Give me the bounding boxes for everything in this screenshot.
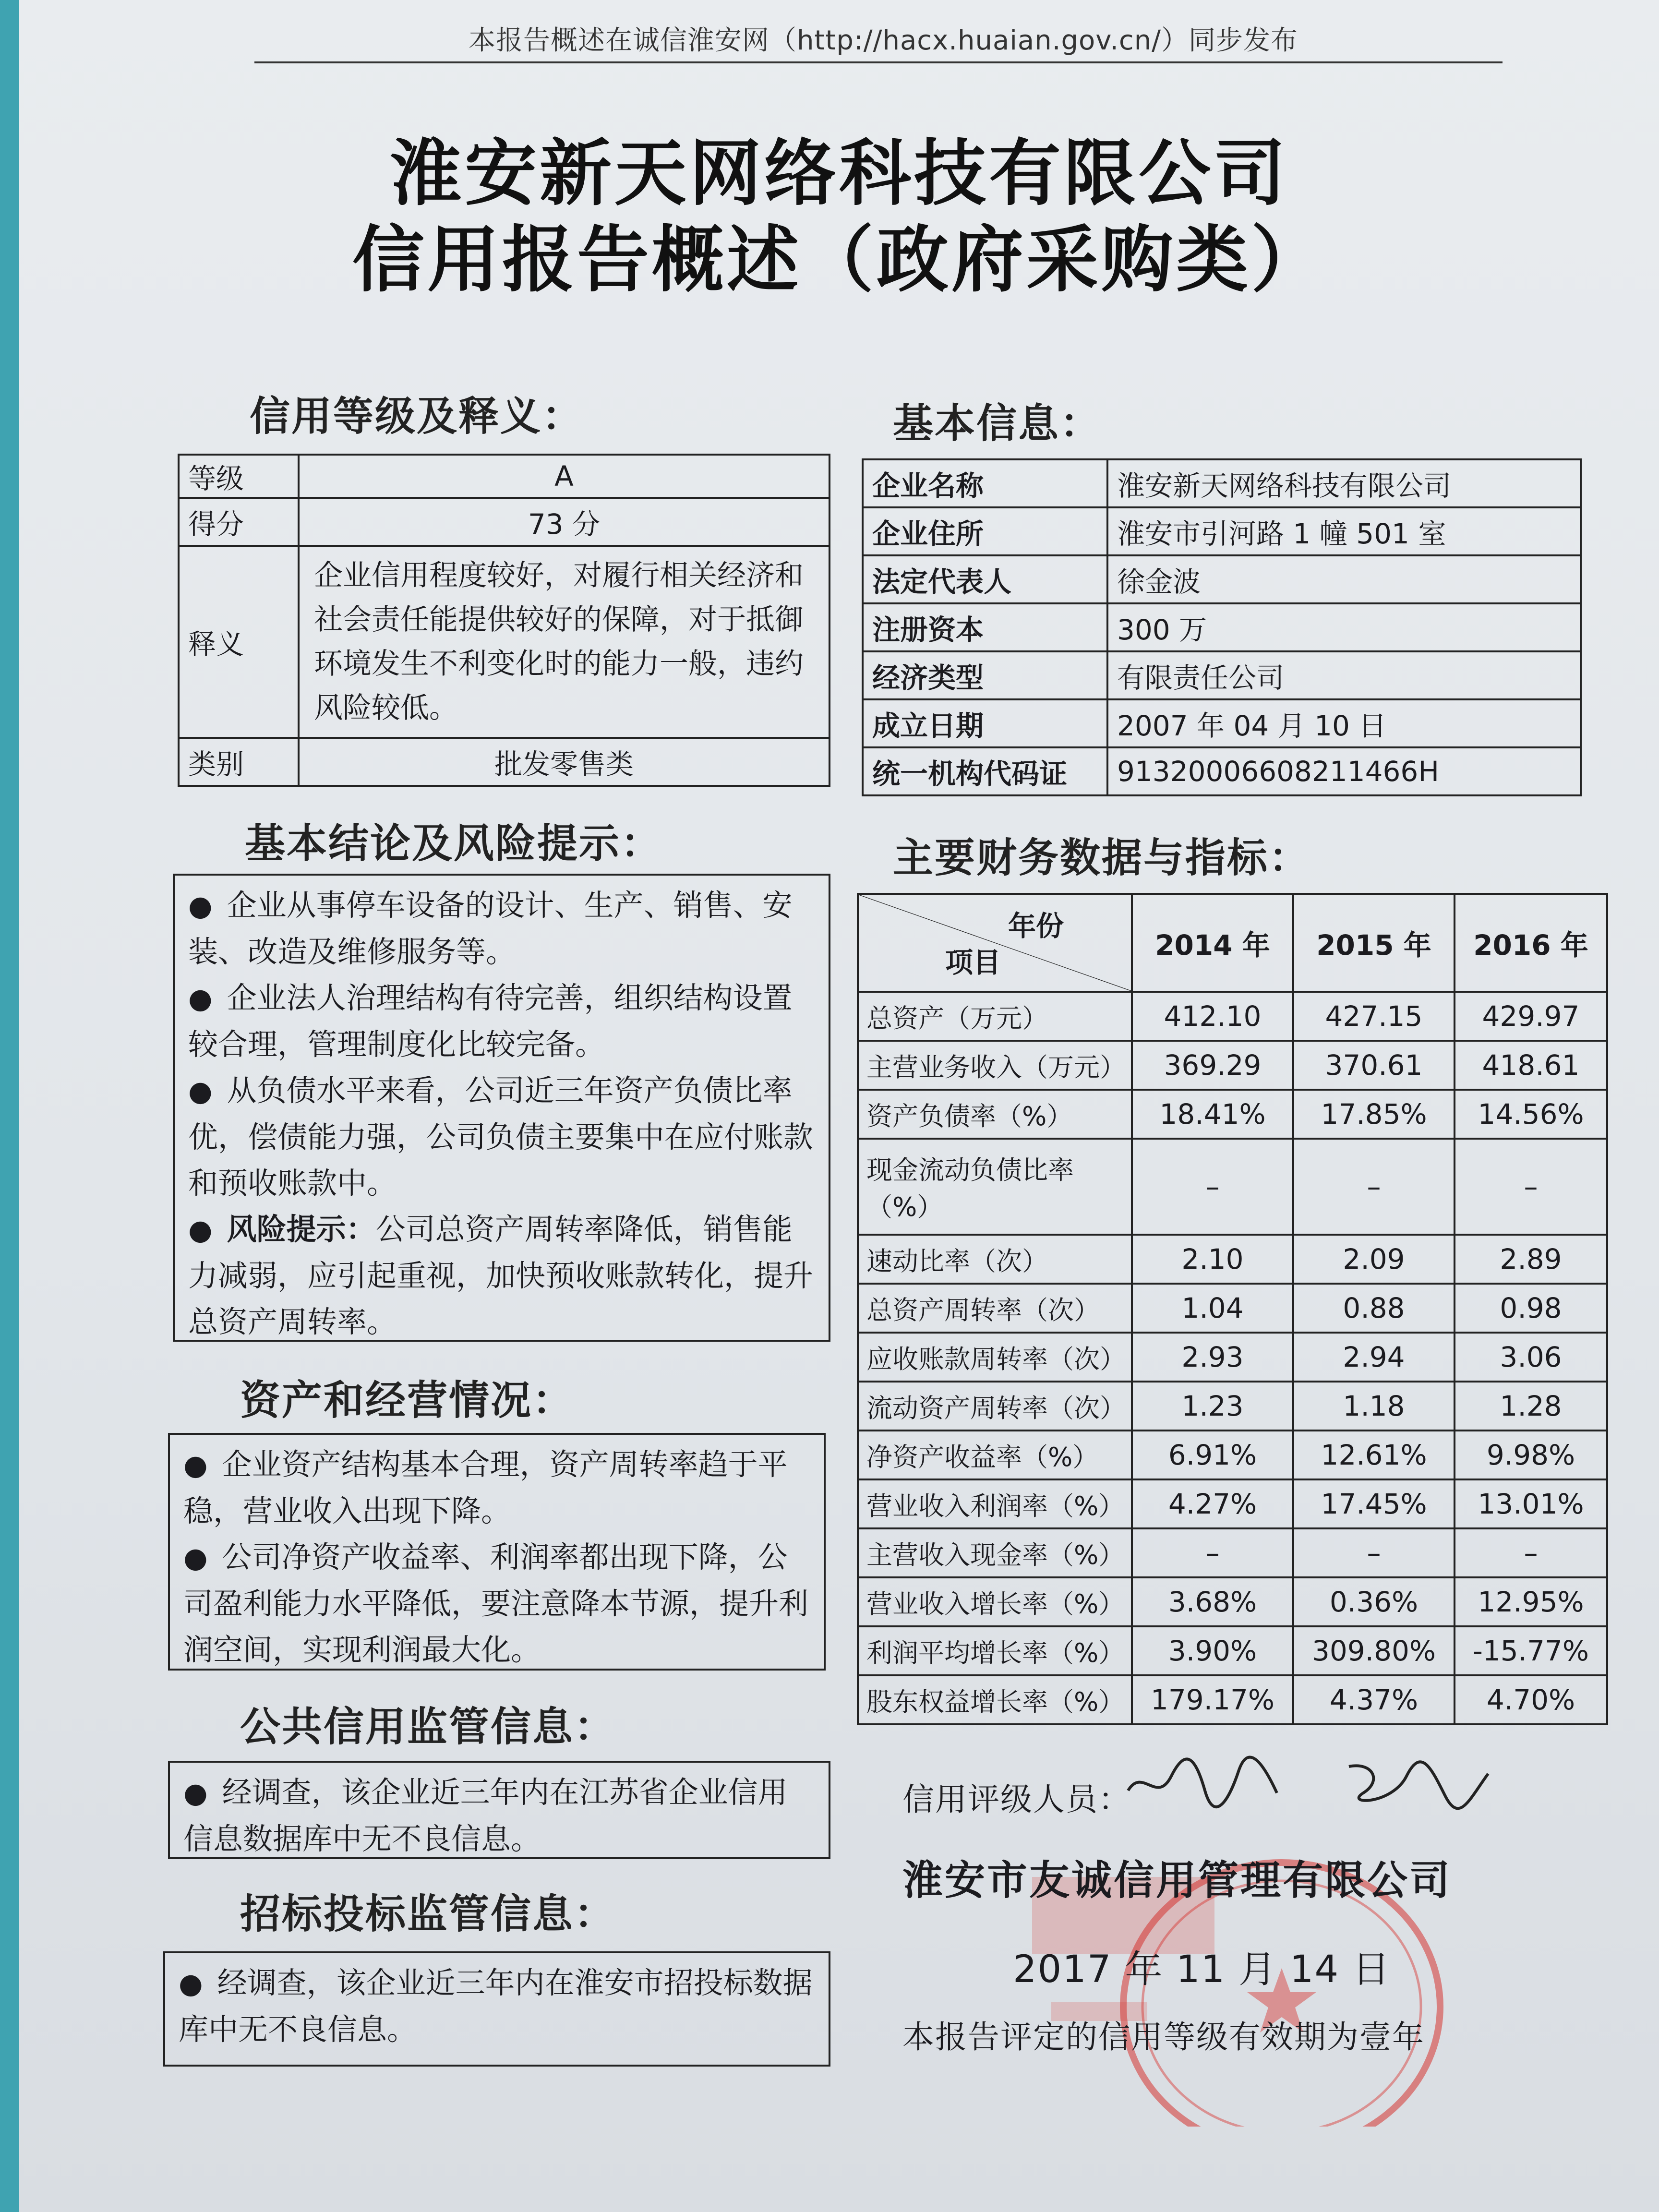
table-row	[858, 1626, 1607, 1675]
report-date: 2017 年 11 月 14 日	[1013, 1948, 1391, 1991]
year-header: 2015 年	[1293, 894, 1455, 992]
list-item	[188, 1068, 815, 1206]
economic-type-label: 经济类型	[863, 651, 1107, 699]
finance-cell: 309.80%	[1293, 1626, 1455, 1675]
list-item	[183, 1534, 810, 1673]
conclusion-text: 企业从事停车设备的设计、生产、销售、安装、改造及维修服务等。	[188, 888, 793, 969]
finance-row-label: 营业收入利润率（%）	[858, 1479, 1132, 1528]
capital-label: 注册资本	[863, 603, 1107, 651]
basic-info-heading: 基本信息：	[893, 400, 1102, 447]
bullet-icon: ●	[183, 1777, 208, 1809]
table-row	[858, 1284, 1607, 1333]
table-row	[858, 1431, 1607, 1479]
finance-cell: 9.98%	[1455, 1431, 1607, 1479]
finance-row-label: 现金流动负债比率（%）	[858, 1139, 1132, 1235]
bullet-icon: ●	[183, 1449, 208, 1481]
finance-cell: 0.98	[1455, 1284, 1607, 1333]
finance-cell: 418.61	[1455, 1041, 1607, 1090]
table-row	[858, 1479, 1607, 1528]
operations-box	[168, 1433, 826, 1671]
finance-table	[857, 893, 1608, 1725]
table-row	[858, 1333, 1607, 1382]
finance-cell: 0.88	[1293, 1284, 1455, 1333]
year-item-header	[858, 894, 1132, 992]
header-divider	[254, 61, 1503, 63]
validity-note: 本报告评定的信用等级有效期为壹年	[902, 2019, 1425, 2056]
finance-cell: 179.17%	[1132, 1675, 1293, 1724]
bullet-icon: ●	[188, 982, 213, 1015]
finance-row-label: 应收账款周转率（次）	[858, 1333, 1132, 1382]
conclusions-heading: 基本结论及风险提示：	[245, 820, 663, 867]
grade-label: 等级	[179, 455, 299, 498]
background-edge	[0, 0, 19, 2212]
conclusion-text: 企业法人治理结构有待完善，组织结构设置较合理，管理制度化比较完备。	[188, 980, 793, 1062]
list-item	[188, 1206, 815, 1345]
capital-value: 300 万	[1107, 603, 1581, 651]
credit-grade-heading: 信用等级及释义：	[250, 393, 584, 440]
finance-cell: 1.18	[1293, 1382, 1455, 1431]
finance-cell: 6.91%	[1132, 1431, 1293, 1479]
rater-label: 信用评级人员：	[902, 1781, 1131, 1818]
table-row	[858, 1139, 1607, 1235]
company-name-value: 淮安新天网络科技有限公司	[1107, 459, 1581, 507]
finance-cell: 17.85%	[1293, 1090, 1455, 1139]
finance-cell: 427.15	[1293, 992, 1455, 1041]
operations-heading: 资产和经营情况：	[240, 1377, 575, 1424]
finance-cell: 13.01%	[1455, 1479, 1607, 1528]
finance-cell: 369.29	[1132, 1041, 1293, 1090]
table-row	[858, 1577, 1607, 1626]
grade-value: A	[299, 455, 830, 498]
finance-cell: 370.61	[1293, 1041, 1455, 1090]
company-name-label: 企业名称	[863, 459, 1107, 507]
rating-company: 淮安市友诚信用管理有限公司	[902, 1857, 1452, 1904]
finance-cell: 2.10	[1132, 1235, 1293, 1284]
operations-text: 企业资产结构基本合理，资产周转率趋于平稳，营业收入出现下降。	[183, 1447, 788, 1528]
header-year-label: 年份	[1008, 910, 1064, 942]
score-value: 73 分	[299, 498, 830, 546]
address-label: 企业住所	[863, 507, 1107, 555]
org-code-label: 统一机构代码证	[863, 747, 1107, 795]
finance-cell: 2.09	[1293, 1235, 1455, 1284]
bullet-icon: ●	[188, 890, 213, 922]
founding-date-value: 2007 年 04 月 10 日	[1107, 699, 1581, 747]
finance-cell: 1.28	[1455, 1382, 1607, 1431]
year-header: 2014 年	[1132, 894, 1293, 992]
finance-row-label: 利润平均增长率（%）	[858, 1626, 1132, 1675]
finance-cell: 4.70%	[1455, 1675, 1607, 1724]
publication-note: 本报告概述在诚信淮安网（http://hacx.huaian.gov.cn/）同步发布	[468, 25, 1298, 56]
table-row	[863, 555, 1581, 603]
finance-cell: –	[1132, 1528, 1293, 1577]
table-row	[179, 738, 830, 786]
table-row	[863, 603, 1581, 651]
table-row	[863, 507, 1581, 555]
founding-date-label: 成立日期	[863, 699, 1107, 747]
category-label: 类别	[179, 738, 299, 786]
risk-prefix: 风险提示：	[227, 1212, 376, 1247]
finance-cell: 14.56%	[1455, 1090, 1607, 1139]
finance-cell: 2.93	[1132, 1333, 1293, 1382]
finance-row-label: 速动比率（次）	[858, 1235, 1132, 1284]
bidding-box	[163, 1951, 830, 2067]
finance-cell: 17.45%	[1293, 1479, 1455, 1528]
finance-cell: –	[1293, 1139, 1455, 1235]
header-item-label: 项目	[945, 946, 1001, 979]
table-row	[858, 1041, 1607, 1090]
finance-cell: 1.04	[1132, 1284, 1293, 1333]
finance-row-label: 总资产周转率（次）	[858, 1284, 1132, 1333]
legal-rep-value: 徐金波	[1107, 555, 1581, 603]
finance-cell: 3.68%	[1132, 1577, 1293, 1626]
finance-cell: 12.61%	[1293, 1431, 1455, 1479]
conclusion-text: 公司总资产周转率降低，销售能力减弱，应引起重视，加快预收账款转化，提升总资产周转率。	[188, 1212, 814, 1339]
bidding-heading: 招标投标监管信息：	[240, 1890, 616, 1937]
public-credit-box	[168, 1761, 830, 1859]
finance-cell: 1.23	[1132, 1382, 1293, 1431]
finance-cell: 2.94	[1293, 1333, 1455, 1382]
table-row	[858, 1528, 1607, 1577]
table-row	[858, 1382, 1607, 1431]
finance-cell: 0.36%	[1293, 1577, 1455, 1626]
finance-cell: 4.37%	[1293, 1675, 1455, 1724]
bidding-text: 经调查，该企业近三年内在淮安市招投标数据库中无不良信息。	[179, 1965, 813, 2047]
finance-cell: 2.89	[1455, 1235, 1607, 1284]
finance-cell: –	[1132, 1139, 1293, 1235]
operations-text: 公司净资产收益率、利润率都出现下降，公司盈利能力水平降低，要注意降本节源，提升利润空间，实现利润最大化。	[183, 1539, 809, 1667]
table-header-row	[858, 894, 1607, 992]
bullet-icon: ●	[183, 1541, 208, 1574]
finance-row-label: 资产负债率（%）	[858, 1090, 1132, 1139]
finance-row-label: 总资产（万元）	[858, 992, 1132, 1041]
org-code-value: 91320006608211466H	[1107, 747, 1581, 795]
bullet-icon: ●	[188, 1214, 213, 1246]
finance-cell: –	[1455, 1528, 1607, 1577]
finance-cell: 429.97	[1455, 992, 1607, 1041]
year-header: 2016 年	[1455, 894, 1607, 992]
finance-row-label: 营业收入增长率（%）	[858, 1577, 1132, 1626]
finance-cell: –	[1293, 1528, 1455, 1577]
list-item	[188, 975, 815, 1068]
report-title-company: 淮安新天网络科技有限公司	[389, 132, 1288, 216]
handwritten-signature	[1123, 1747, 1517, 1815]
finance-cell: 3.06	[1455, 1333, 1607, 1382]
table-row	[858, 1675, 1607, 1724]
address-value: 淮安市引河路 1 幢 501 室	[1107, 507, 1581, 555]
finance-row-label: 主营收入现金率（%）	[858, 1528, 1132, 1577]
finance-cell: 412.10	[1132, 992, 1293, 1041]
finance-row-label: 股东权益增长率（%）	[858, 1675, 1132, 1724]
table-row	[858, 1235, 1607, 1284]
finance-heading: 主要财务数据与指标：	[893, 834, 1311, 881]
score-label: 得分	[179, 498, 299, 546]
legal-rep-label: 法定代表人	[863, 555, 1107, 603]
table-row	[858, 1090, 1607, 1139]
public-credit-heading: 公共信用监管信息：	[240, 1703, 616, 1750]
list-item	[188, 882, 815, 975]
finance-row-label: 流动资产周转率（次）	[858, 1382, 1132, 1431]
meaning-value: 企业信用程度较好，对履行相关经济和社会责任能提供较好的保障，对于抵御环境发生不利变化时的能力一般，违约风险较低。	[299, 546, 830, 738]
finance-rows	[858, 992, 1607, 1724]
conclusion-text: 从负债水平来看，公司近三年资产负债比率优，偿债能力强，公司负债主要集中在应付账款和预收账款中。	[188, 1073, 814, 1201]
finance-cell: –	[1455, 1139, 1607, 1235]
finance-cell: 18.41%	[1132, 1090, 1293, 1139]
table-row	[179, 455, 830, 498]
finance-row-label: 主营业务收入（万元）	[858, 1041, 1132, 1090]
table-row	[863, 747, 1581, 795]
finance-row-label: 净资产收益率（%）	[858, 1431, 1132, 1479]
list-item	[183, 1442, 810, 1534]
bullet-icon: ●	[188, 1075, 213, 1107]
conclusions-box	[173, 874, 830, 1342]
finance-cell: 3.90%	[1132, 1626, 1293, 1675]
table-row	[858, 992, 1607, 1041]
meaning-label: 释义	[179, 546, 299, 738]
finance-cell: -15.77%	[1455, 1626, 1607, 1675]
basic-info-table	[862, 458, 1582, 796]
category-value: 批发零售类	[299, 738, 830, 786]
bullet-icon: ●	[179, 1967, 203, 2000]
credit-grade-table	[178, 454, 830, 787]
table-row	[863, 699, 1581, 747]
report-title-type: 信用报告概述（政府采购类）	[352, 218, 1326, 302]
table-row	[863, 459, 1581, 507]
finance-cell: 12.95%	[1455, 1577, 1607, 1626]
table-row	[179, 498, 830, 546]
table-row	[863, 651, 1581, 699]
report-page	[19, 0, 1659, 2212]
public-credit-text: 经调查，该企业近三年内在江苏省企业信用信息数据库中无不良信息。	[183, 1775, 788, 1856]
economic-type-value: 有限责任公司	[1107, 651, 1581, 699]
finance-cell: 4.27%	[1132, 1479, 1293, 1528]
table-row	[179, 546, 830, 738]
